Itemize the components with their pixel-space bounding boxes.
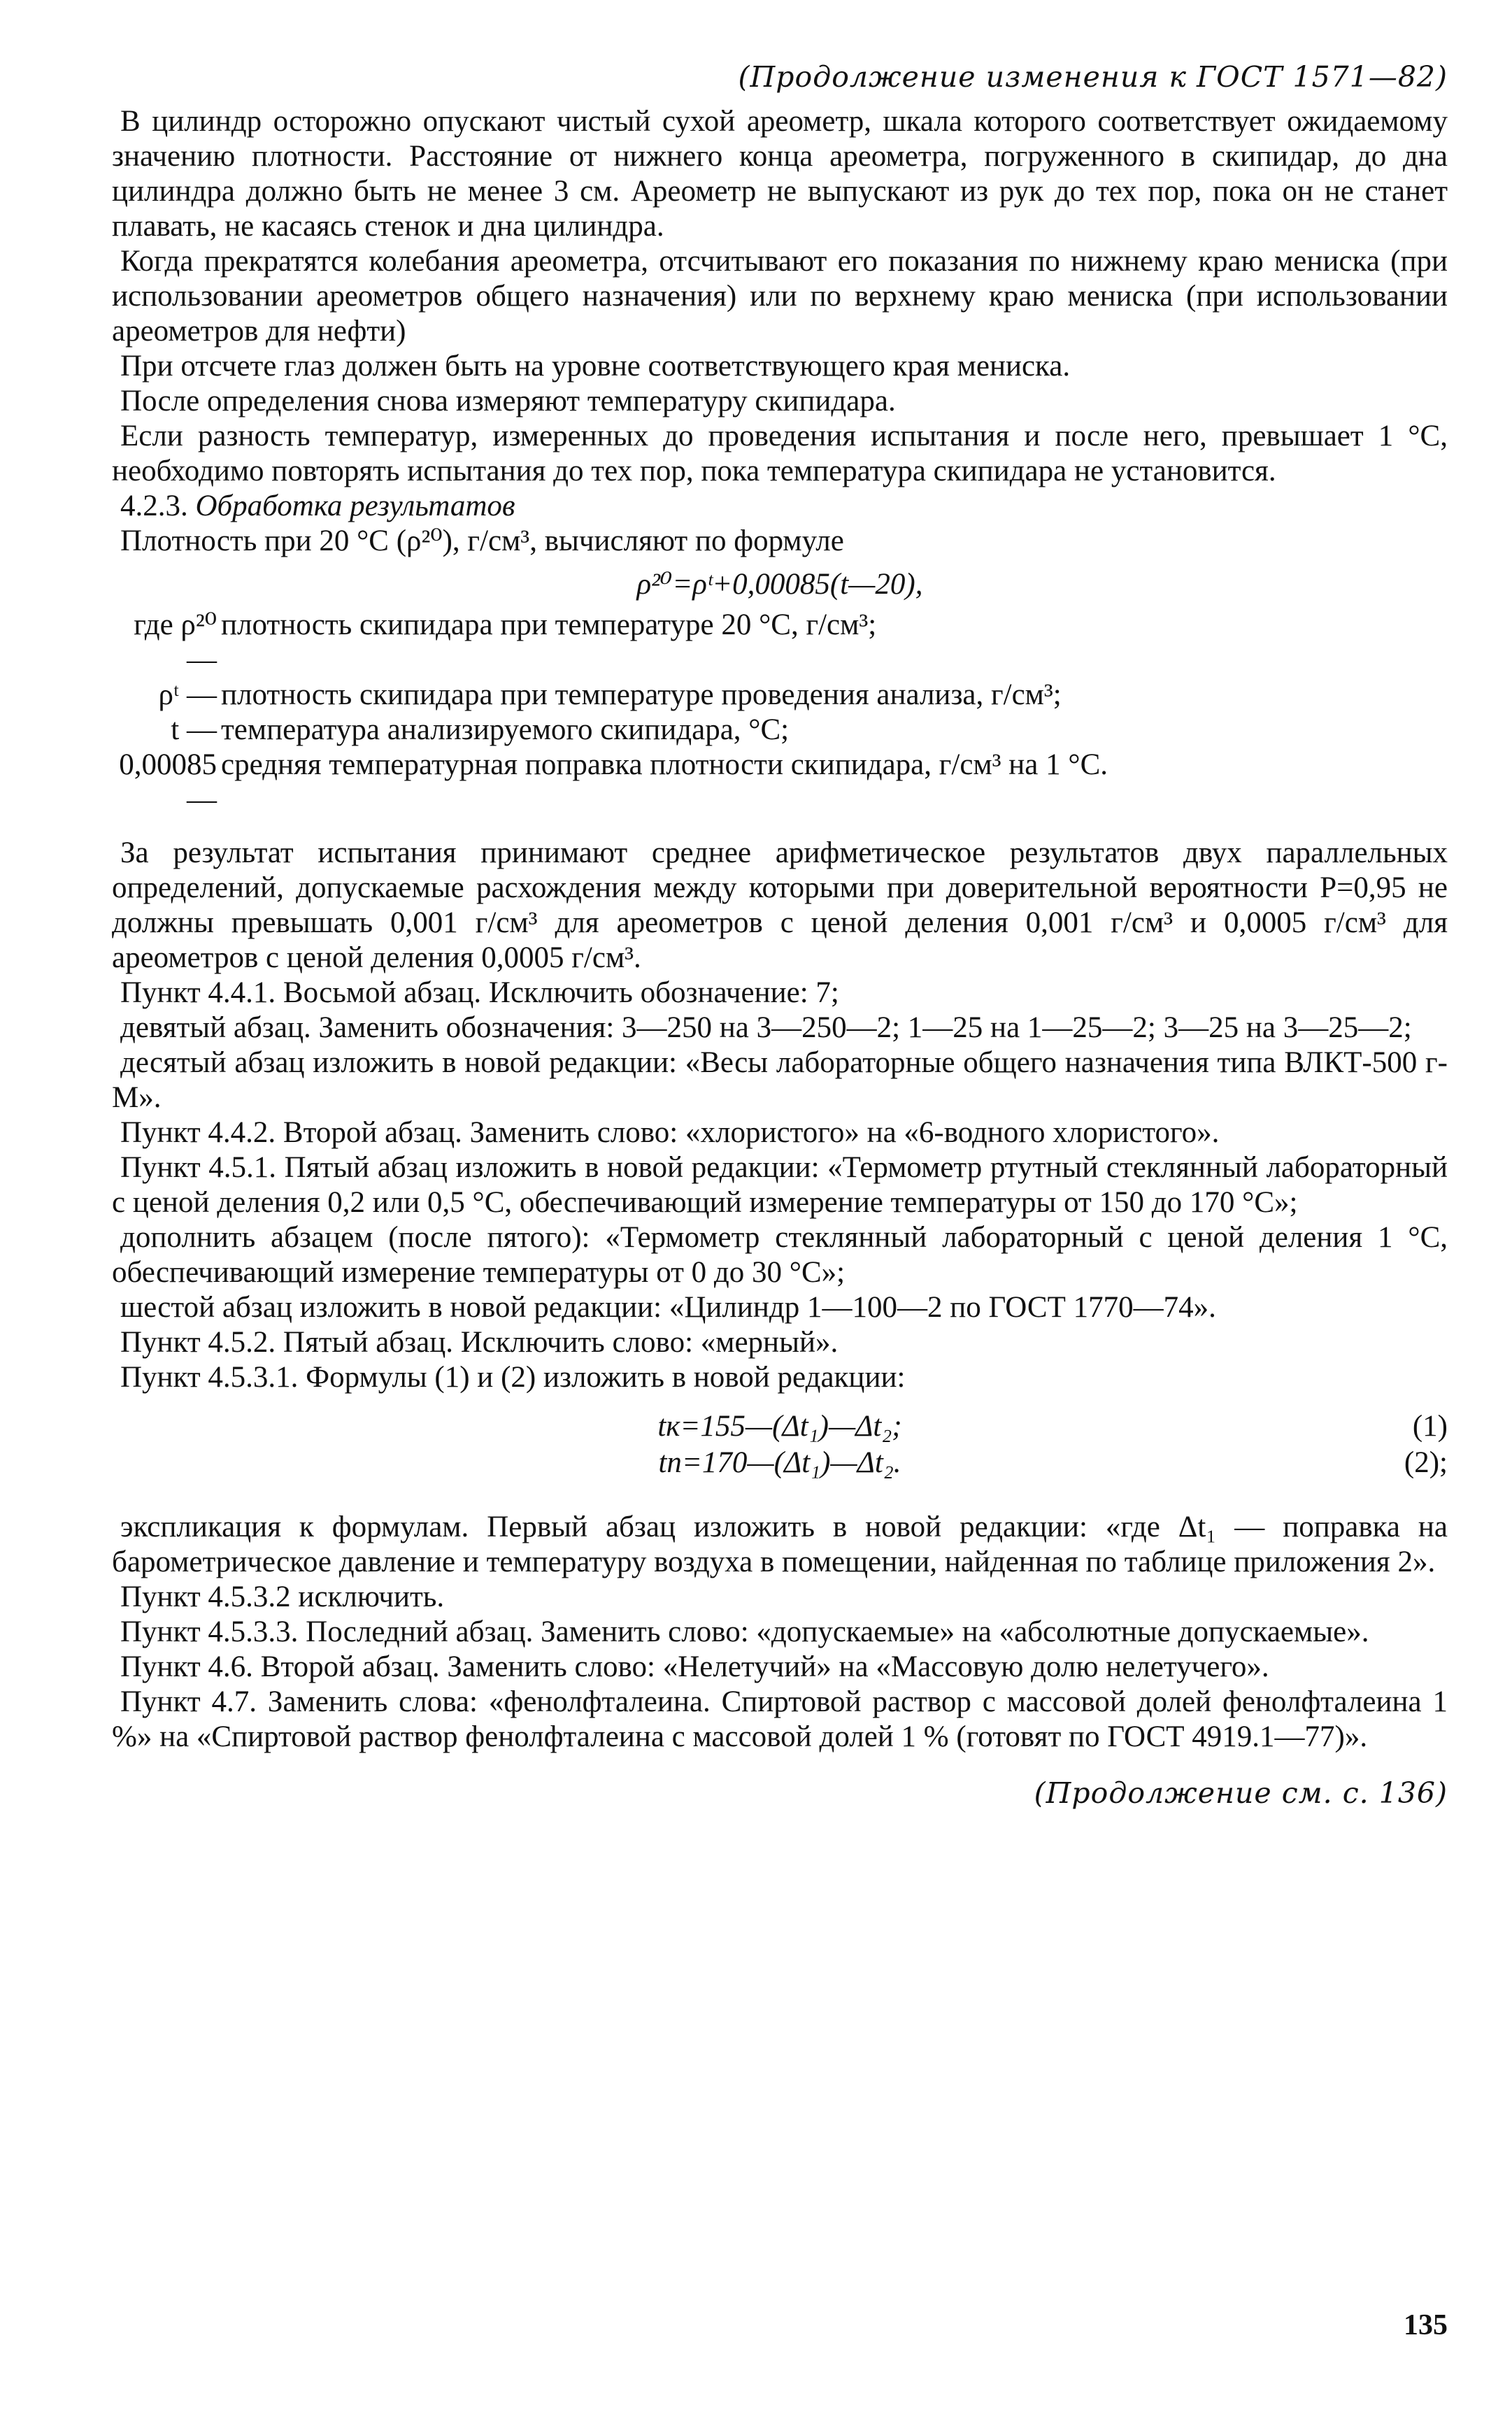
paragraph: За результат испытания принимают среднее арифметическое результатов двух параллельных определений, допускаемые расхождения между которыми при доверительной вероятности P=0,95 не должны превышать 0,001 г/см³ для ареометров с ценой деления 0,001 г/см³ и 0,0005 г/см³ для ареометров с ценой деления 0,0005 г/см³. — [112, 836, 1448, 974]
page-number: 135 — [1404, 2309, 1448, 2341]
paragraph: При отсчете глаз должен быть на уровне соответствующего края мениска. — [120, 350, 1071, 383]
section-heading — [112, 489, 1448, 524]
legend-symbol: где ρ²⁰ — — [134, 608, 217, 676]
paragraph: дополнить абзацем (после пятого): «Термометр стеклянный лабораторный с ценой деления 1 °С, обеспечивающий измерение температуры от 0 до 30 °С»; — [112, 1221, 1448, 1289]
formula-row — [112, 1446, 1448, 1482]
formula-row — [112, 1409, 1448, 1446]
formula-legend — [112, 608, 1448, 818]
paragraph: Пункт 4.4.2. Второй абзац. Заменить слово: «хлористого» на «6-водного хлористого». — [120, 1116, 1220, 1149]
legend-row — [112, 608, 1448, 678]
legend-text: температура анализируемого скипидара, °С; — [221, 713, 790, 746]
paragraph: Пункт 4.5.3.2 исключить. — [120, 1580, 445, 1613]
legend-row — [112, 678, 1448, 713]
legend-text: плотность скипидара при температуре 20 °С, г/см³; — [221, 608, 877, 641]
paragraph: Пункт 4.6. Второй абзац. Заменить слово: «Нелетучий» на «Массовую долю нелетучего». — [120, 1650, 1269, 1683]
paragraph: девятый абзац. Заменить обозначения: 3—250 на 3—250—2; 1—25 на 1—25—2; 3—25 на 3—25—2; — [120, 1011, 1412, 1044]
legend-row — [112, 748, 1448, 818]
section-number: 4.2.3. — [120, 490, 188, 522]
formula-number: (1) — [1412, 1410, 1448, 1443]
running-header: (Продолжение изменения к ГОСТ 1571—82) — [738, 60, 1448, 94]
paragraph: экспликация к формулам. Первый абзац изложить в новой редакции: «где Δt₁ — поправка на барометрическое давление и температуру воздуха в помещении, найденная по таблице приложения 2». — [112, 1511, 1448, 1578]
legend-symbol: ρᵗ — — [158, 678, 217, 711]
legend-symbol: t — — [171, 713, 217, 746]
legend-text: плотность скипидара при температуре проведения анализа, г/см³; — [221, 678, 1062, 711]
formula-tp: tп=170—(Δt₁)—Δt₂. — [658, 1446, 901, 1479]
formula-block — [112, 1409, 1448, 1482]
legend-text: средняя температурная поправка плотности скипидара, г/см³ на 1 °С. — [221, 748, 1108, 781]
density-formula: ρ²⁰=ρᵗ+0,00085(t—20), — [636, 568, 923, 601]
formula-tk: tк=155—(Δt₁)—Δt₂; — [657, 1410, 902, 1443]
paragraph: Когда прекратятся колебания ареометра, отсчитывают его показания по нижнему краю мениска (при использовании ареометров общего назначения) или по верхнему краю мениска (при использовании ареометров для нефти) — [112, 245, 1448, 348]
paragraph: Если разность температур, измеренных до проведения испытания и после него, превышает 1 °С, необходимо повторять испытания до тех пор, пока температура скипидара не установится. — [112, 420, 1448, 487]
legend-row — [112, 713, 1448, 748]
section-title: Обработка результатов — [195, 490, 515, 522]
paragraph: Пункт 4.5.1. Пятый абзац изложить в новой редакции: «Термометр ртутный стеклянный лабораторный с ценой деления 0,2 или 0,5 °С, обеспечивающий измерение температуры от 150 до 170 °С»; — [112, 1151, 1448, 1219]
formula-number: (2); — [1404, 1446, 1448, 1479]
paragraph: Пункт 4.5.3.1. Формулы (1) и (2) изложить в новой редакции: — [120, 1361, 906, 1394]
paragraph: Плотность при 20 °С (ρ²⁰), г/см³, вычисляют по формуле — [120, 525, 844, 557]
paragraph: десятый абзац изложить в новой редакции: «Весы лабораторные общего назначения типа ВЛКТ-500 г-М». — [112, 1046, 1448, 1114]
paragraph: Пункт 4.5.3.3. Последний абзац. Заменить слово: «допускаемые» на «абсолютные допускаемые». — [120, 1615, 1369, 1648]
continuation-note: (Продолжение см. с. 136) — [1034, 1776, 1448, 1810]
legend-symbol: 0,00085 — — [119, 748, 217, 816]
paragraph: Пункт 4.4.1. Восьмой абзац. Исключить обозначение: 7; — [120, 976, 839, 1009]
paragraph: Пункт 4.7. Заменить слова: «фенолфталеина. Спиртовой раствор с массовой долей фенолфталеина 1 %» на «Спиртовой раствор фенолфталеина с массовой долей 1 % (готовят по ГОСТ 4919.1—77)». — [112, 1685, 1448, 1753]
paragraph: шестой абзац изложить в новой редакции: «Цилиндр 1—100—2 по ГОСТ 1770—74». — [120, 1291, 1216, 1324]
paragraph: В цилиндр осторожно опускают чистый сухой ареометр, шкала которого соответствует ожидаемому значению плотности. Расстояние от нижнего конца ареометра, погруженного в скипидар, до дна цилиндра должно быть не менее 3 см. Ареометр не выпускают из рук до тех пор, пока он не станет плавать, не касаясь стенок и дна цилиндра. — [112, 105, 1448, 243]
paragraph: После определения снова измеряют температуру скипидара. — [120, 385, 896, 418]
paragraph: Пункт 4.5.2. Пятый абзац. Исключить слово: «мерный». — [120, 1326, 839, 1359]
